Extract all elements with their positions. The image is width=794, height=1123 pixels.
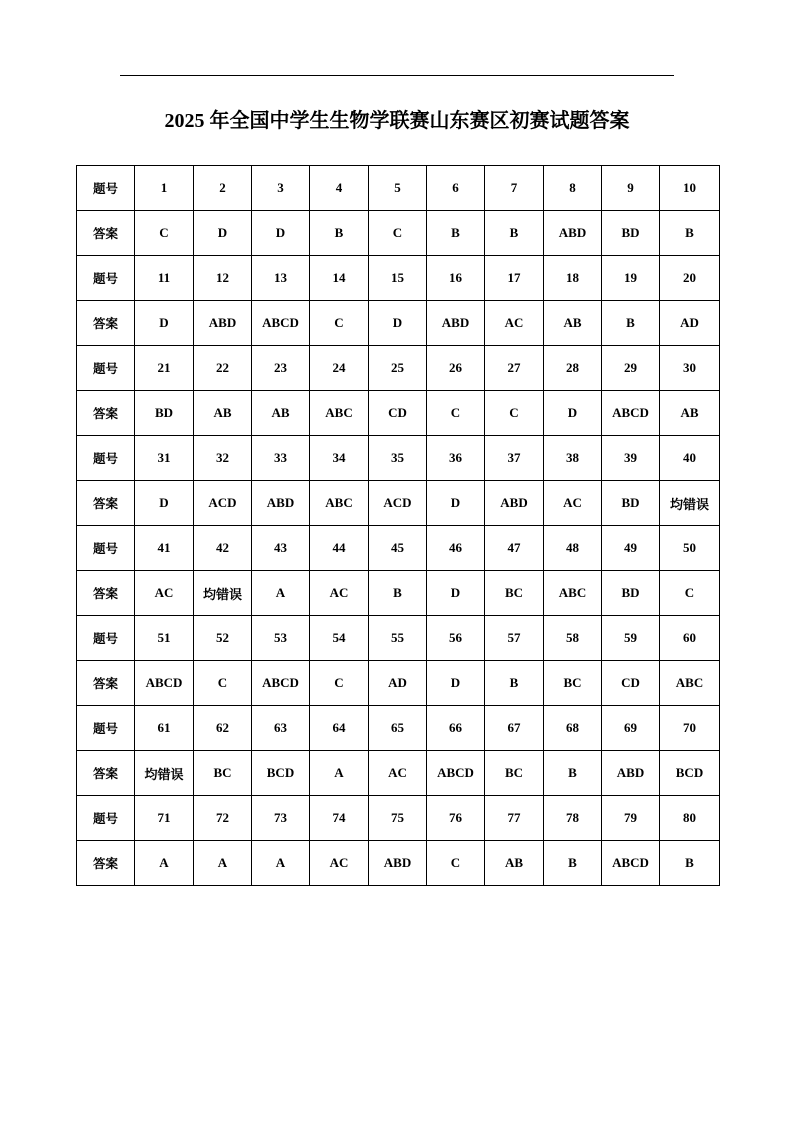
question-number-cell: 72 [194,796,252,841]
answer-cell: AB [660,391,720,436]
question-number-cell: 80 [660,796,720,841]
question-number-cell: 33 [252,436,310,481]
question-number-row [77,616,720,661]
question-number-cell: 70 [660,706,720,751]
question-number-cell: 76 [427,796,485,841]
answer-cell: 均错误 [135,751,194,796]
question-number-cell: 63 [252,706,310,751]
row-label: 题号 [77,346,135,391]
answer-cell: AC [310,841,369,886]
answer-cell: D [427,481,485,526]
question-number-cell: 30 [660,346,720,391]
question-number-cell: 26 [427,346,485,391]
question-number-cell: 67 [485,706,544,751]
question-number-cell: 44 [310,526,369,571]
question-number-cell: 57 [485,616,544,661]
question-number-cell: 48 [544,526,602,571]
row-label: 答案 [77,301,135,346]
question-number-cell: 10 [660,166,720,211]
question-number-cell: 5 [369,166,427,211]
answer-cell: A [310,751,369,796]
question-number-cell: 53 [252,616,310,661]
answer-cell: ABD [252,481,310,526]
question-number-cell: 19 [602,256,660,301]
answer-cell: A [252,841,310,886]
answer-cell: BD [602,481,660,526]
row-label: 题号 [77,166,135,211]
question-number-cell: 9 [602,166,660,211]
answer-cell: 均错误 [660,481,720,526]
answer-cell: ABCD [602,841,660,886]
answer-cell: C [135,211,194,256]
question-number-row [77,436,720,481]
answer-cell: ABD [544,211,602,256]
answer-cell: ABCD [252,661,310,706]
row-label: 答案 [77,751,135,796]
question-number-cell: 13 [252,256,310,301]
question-number-cell: 11 [135,256,194,301]
question-number-cell: 20 [660,256,720,301]
answer-cell: D [252,211,310,256]
question-number-row [77,256,720,301]
question-number-cell: 60 [660,616,720,661]
question-number-cell: 51 [135,616,194,661]
answer-cell: BD [602,211,660,256]
answer-cell: BC [544,661,602,706]
answer-cell: BC [485,571,544,616]
row-label: 题号 [77,796,135,841]
answer-cell: C [485,391,544,436]
answer-cell: C [310,301,369,346]
question-number-cell: 16 [427,256,485,301]
answer-cell: B [660,841,720,886]
question-number-cell: 77 [485,796,544,841]
question-number-cell: 2 [194,166,252,211]
question-number-cell: 18 [544,256,602,301]
question-number-cell: 37 [485,436,544,481]
answer-cell: B [485,211,544,256]
answer-cell: D [427,661,485,706]
answer-table [76,165,720,886]
question-number-cell: 24 [310,346,369,391]
question-number-cell: 65 [369,706,427,751]
answer-cell: D [194,211,252,256]
row-label: 题号 [77,436,135,481]
answer-row [77,661,720,706]
answer-row [77,301,720,346]
answer-cell: C [310,661,369,706]
answer-cell: ABCD [427,751,485,796]
question-number-cell: 3 [252,166,310,211]
answer-row [77,841,720,886]
question-number-cell: 68 [544,706,602,751]
row-label: 答案 [77,391,135,436]
question-number-cell: 73 [252,796,310,841]
question-number-cell: 75 [369,796,427,841]
answer-cell: ABD [485,481,544,526]
question-number-cell: 55 [369,616,427,661]
question-number-row [77,526,720,571]
question-number-row [77,796,720,841]
question-number-cell: 35 [369,436,427,481]
question-number-cell: 4 [310,166,369,211]
answer-cell: BD [602,571,660,616]
answer-cell: C [427,841,485,886]
answer-cell: B [544,751,602,796]
question-number-cell: 52 [194,616,252,661]
row-label: 答案 [77,661,135,706]
document-title: 2025 年全国中学生生物学联赛山东赛区初赛试题答案 [164,110,630,132]
question-number-cell: 36 [427,436,485,481]
answer-cell: ABC [310,391,369,436]
answer-row [77,571,720,616]
answer-cell: BC [485,751,544,796]
answer-cell: ACD [194,481,252,526]
row-label: 题号 [77,616,135,661]
answer-cell: AB [252,391,310,436]
question-number-cell: 58 [544,616,602,661]
question-number-cell: 54 [310,616,369,661]
answer-cell: A [252,571,310,616]
question-number-cell: 49 [602,526,660,571]
answer-cell: AD [369,661,427,706]
question-number-cell: 62 [194,706,252,751]
answer-cell: B [660,211,720,256]
question-number-cell: 69 [602,706,660,751]
question-number-cell: 6 [427,166,485,211]
row-label: 答案 [77,481,135,526]
answer-cell: D [544,391,602,436]
question-number-cell: 32 [194,436,252,481]
question-number-cell: 61 [135,706,194,751]
question-number-cell: 39 [602,436,660,481]
question-number-cell: 29 [602,346,660,391]
answer-cell: A [194,841,252,886]
answer-row [77,751,720,796]
answer-cell: D [135,301,194,346]
answer-cell: D [369,301,427,346]
question-number-cell: 12 [194,256,252,301]
question-number-cell: 1 [135,166,194,211]
answer-table-body [77,166,720,886]
answer-cell: B [310,211,369,256]
answer-cell: AB [194,391,252,436]
answer-cell: C [369,211,427,256]
question-number-cell: 28 [544,346,602,391]
answer-cell: BCD [660,751,720,796]
question-number-cell: 14 [310,256,369,301]
question-number-cell: 50 [660,526,720,571]
answer-cell: B [485,661,544,706]
question-number-cell: 25 [369,346,427,391]
question-number-cell: 23 [252,346,310,391]
answer-cell: ACD [369,481,427,526]
row-label: 答案 [77,841,135,886]
answer-cell: BD [135,391,194,436]
question-number-cell: 38 [544,436,602,481]
answer-cell: ABCD [602,391,660,436]
answer-cell: ABD [427,301,485,346]
question-number-cell: 56 [427,616,485,661]
header-rule [120,75,674,76]
answer-cell: ABC [310,481,369,526]
answer-cell: AD [660,301,720,346]
row-label: 题号 [77,256,135,301]
answer-cell: BCD [252,751,310,796]
question-number-cell: 79 [602,796,660,841]
answer-cell: AC [369,751,427,796]
question-number-cell: 7 [485,166,544,211]
answer-cell: AC [485,301,544,346]
question-number-cell: 21 [135,346,194,391]
answer-cell: B [427,211,485,256]
question-number-cell: 46 [427,526,485,571]
answer-cell: AC [544,481,602,526]
question-number-cell: 78 [544,796,602,841]
question-number-cell: 15 [369,256,427,301]
answer-cell: ABC [660,661,720,706]
question-number-cell: 74 [310,796,369,841]
answer-cell: ABD [602,751,660,796]
answer-cell: ABD [194,301,252,346]
row-label: 题号 [77,526,135,571]
answer-cell: ABCD [135,661,194,706]
answer-cell: C [660,571,720,616]
answer-cell: AC [310,571,369,616]
question-number-cell: 31 [135,436,194,481]
question-number-cell: 22 [194,346,252,391]
answer-cell: ABC [544,571,602,616]
answer-row [77,211,720,256]
question-number-cell: 66 [427,706,485,751]
answer-cell: BC [194,751,252,796]
answer-cell: D [427,571,485,616]
row-label: 题号 [77,706,135,751]
question-number-cell: 40 [660,436,720,481]
row-label: 答案 [77,211,135,256]
answer-cell: B [369,571,427,616]
question-number-cell: 8 [544,166,602,211]
answer-cell: A [135,841,194,886]
answer-cell: AB [485,841,544,886]
question-number-cell: 45 [369,526,427,571]
answer-cell: ABD [369,841,427,886]
answer-row [77,391,720,436]
answer-cell: AC [135,571,194,616]
answer-cell: ABCD [252,301,310,346]
question-number-cell: 41 [135,526,194,571]
question-number-row [77,166,720,211]
answer-cell: CD [369,391,427,436]
question-number-row [77,706,720,751]
question-number-cell: 47 [485,526,544,571]
question-number-cell: 27 [485,346,544,391]
answer-cell: 均错误 [194,571,252,616]
answer-row [77,481,720,526]
question-number-cell: 64 [310,706,369,751]
question-number-cell: 42 [194,526,252,571]
question-number-row [77,346,720,391]
row-label: 答案 [77,571,135,616]
answer-cell: D [135,481,194,526]
answer-cell: C [194,661,252,706]
answer-cell: AB [544,301,602,346]
answer-cell: B [544,841,602,886]
question-number-cell: 59 [602,616,660,661]
question-number-cell: 71 [135,796,194,841]
question-number-cell: 17 [485,256,544,301]
question-number-cell: 43 [252,526,310,571]
answer-cell: B [602,301,660,346]
answer-cell: CD [602,661,660,706]
answer-cell: C [427,391,485,436]
question-number-cell: 34 [310,436,369,481]
